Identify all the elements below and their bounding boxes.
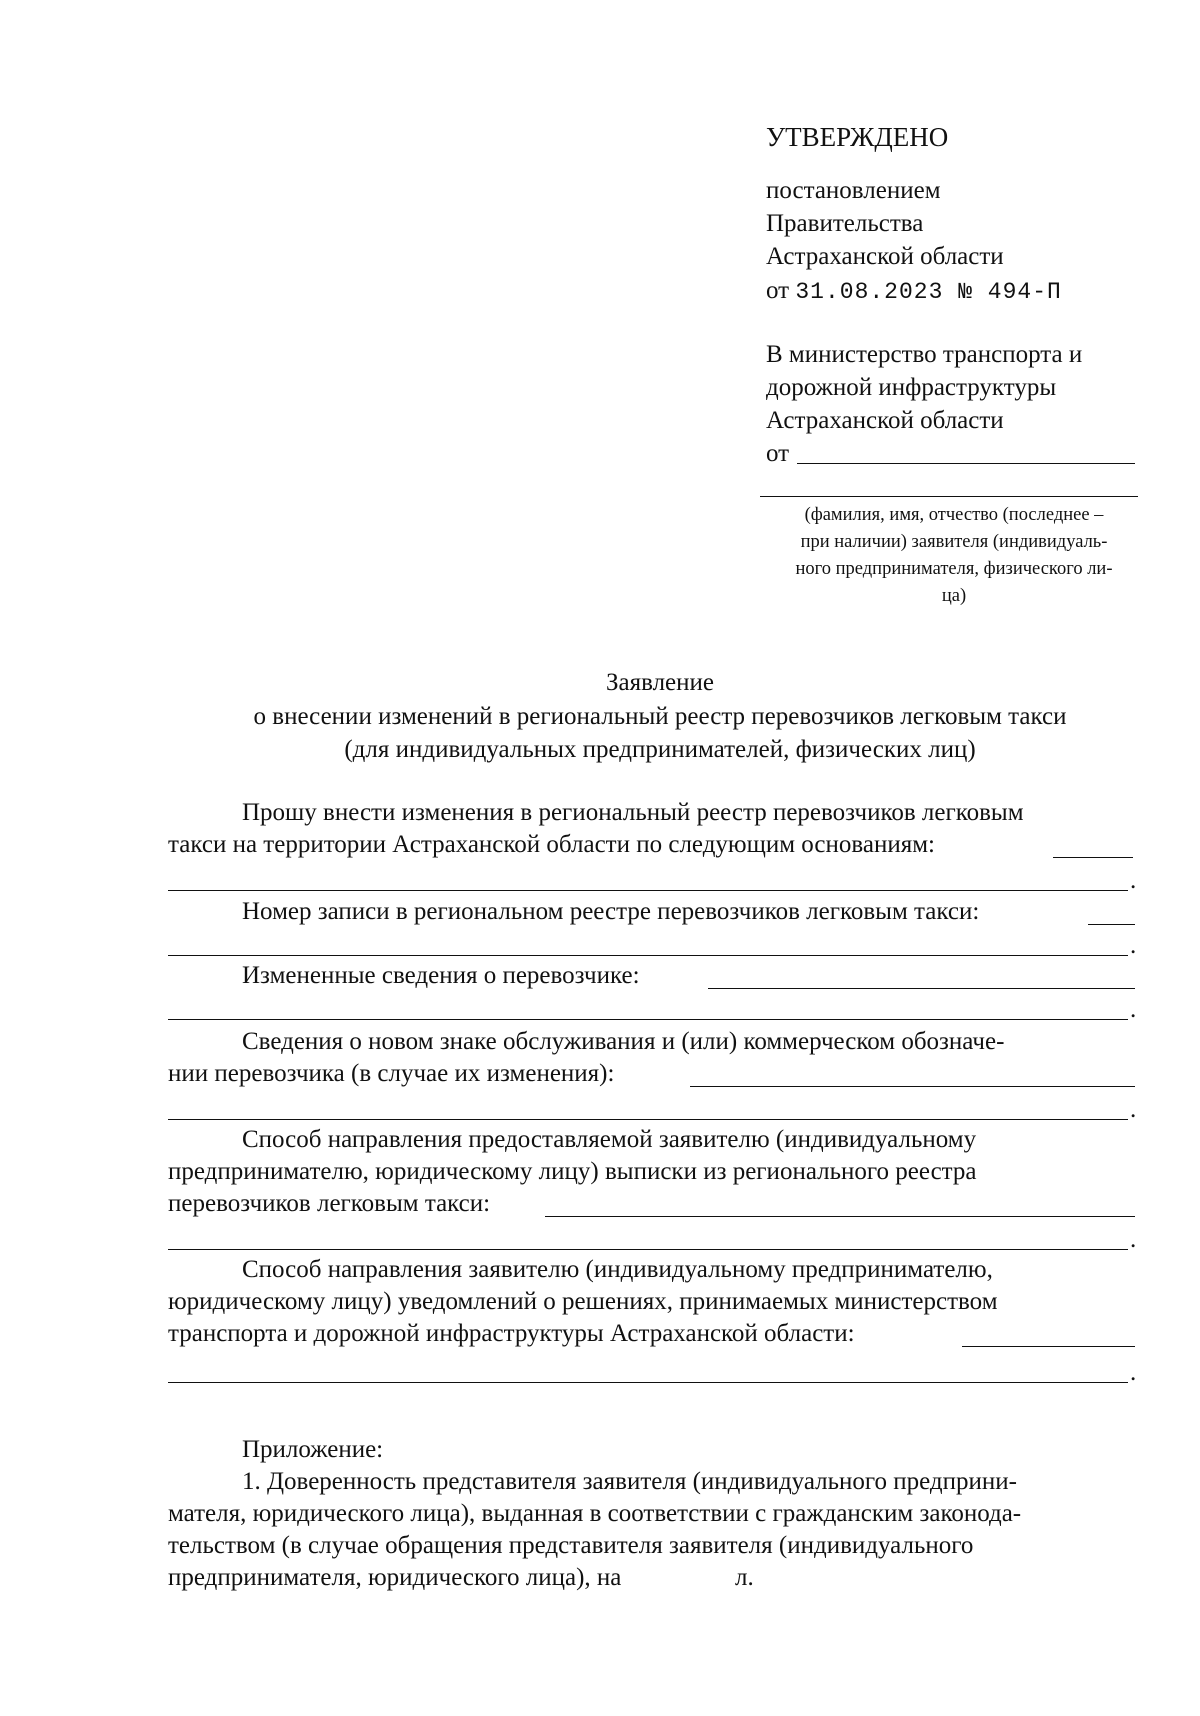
addressee-line-3: Астраханской области xyxy=(766,407,1004,434)
approval-date-number: 31.08.2023 № 494-П xyxy=(795,279,1062,305)
p6-field[interactable] xyxy=(168,1382,1128,1383)
attachment-item-1-suffix: л. xyxy=(735,1564,754,1591)
p5-line-1: Способ направления предоставляемой заявителю (индивидуальному xyxy=(242,1126,977,1153)
p5-field-inline[interactable] xyxy=(545,1216,1135,1217)
p5-field[interactable] xyxy=(168,1249,1128,1250)
attachment-item-1-line-2: мателя, юридического лица), выданная в соответствии с гражданским законода- xyxy=(168,1500,1022,1527)
caption-line-1: (фамилия, имя, отчество (последнее – xyxy=(804,505,1104,525)
addressee-caption xyxy=(760,502,1148,610)
caption-line-3: ного предпринимателя, физического ли- xyxy=(795,559,1113,579)
p3-period: . xyxy=(1130,996,1137,1023)
attachment-item-1-line-3: тельством (в случае обращения представителя заявителя (индивидуального xyxy=(168,1532,974,1559)
p1-field-inline[interactable] xyxy=(1053,857,1133,858)
approval-date-prefix: от xyxy=(766,277,790,304)
document-title: Заявление xyxy=(605,669,715,696)
approval-line-1: постановлением xyxy=(766,177,941,204)
attachment-item-1-line-1: 1. Доверенность представителя заявителя (индивидуального предприни- xyxy=(242,1468,1017,1495)
p2-field[interactable] xyxy=(168,955,1128,956)
p6-period: . xyxy=(1130,1359,1137,1386)
addressee-line-2: дорожной инфраструктуры xyxy=(766,374,1057,401)
approval-line-3: Астраханской области xyxy=(766,243,1004,270)
attachment-heading: Приложение: xyxy=(242,1436,384,1463)
p6-field-inline[interactable] xyxy=(962,1346,1135,1347)
addressee-name-field[interactable] xyxy=(797,463,1135,464)
addressee-line-1: В министерство транспорта и xyxy=(766,341,1083,368)
p3-field-inline[interactable] xyxy=(708,988,1135,989)
addressee-name-field-2[interactable] xyxy=(760,496,1138,497)
approval-date-line xyxy=(766,274,1062,309)
p4-field[interactable] xyxy=(168,1119,1128,1120)
p4-period: . xyxy=(1130,1096,1137,1123)
p3-field[interactable] xyxy=(168,1019,1128,1020)
p2-period: . xyxy=(1130,932,1137,959)
p4-line-1: Сведения о новом знаке обслуживания и (или) коммерческом обозначе- xyxy=(242,1028,1005,1055)
p2-text: Номер записи в региональном реестре перевозчиков легковым такси: xyxy=(242,898,980,925)
p3-text: Измененные сведения о перевозчике: xyxy=(242,962,640,989)
document-subtitle: о внесении изменений в региональный реестр перевозчиков легковым такси xyxy=(253,703,1067,730)
p1-line-2: такси на территории Астраханской области по следующим основаниям: xyxy=(168,831,935,858)
attachment-item-1-line-4: предпринимателя, юридического лица), на xyxy=(168,1564,622,1591)
p4-field-inline[interactable] xyxy=(690,1086,1135,1087)
p5-line-2: предпринимателю, юридическому лицу) выписки из регионального реестра xyxy=(168,1158,977,1185)
addressee-from-label: от xyxy=(766,440,790,467)
p6-line-1: Способ направления заявителю (индивидуальному предпринимателю, xyxy=(242,1256,993,1283)
p1-period: . xyxy=(1130,867,1137,894)
p1-line-1: Прошу внести изменения в региональный реестр перевозчиков легковым xyxy=(242,799,1024,826)
document-subtitle-2: (для индивидуальных предпринимателей, физических лиц) xyxy=(344,736,976,763)
approval-line-2: Правительства xyxy=(766,210,924,237)
p1-field[interactable] xyxy=(168,890,1128,891)
p6-line-2: юридическому лицу) уведомлений о решениях, принимаемых министерством xyxy=(168,1288,998,1315)
caption-line-2: при наличии) заявителя (индивидуаль- xyxy=(800,532,1108,552)
p6-line-3: транспорта и дорожной инфраструктуры Астраханской области: xyxy=(168,1320,855,1347)
p2-field-inline[interactable] xyxy=(1088,924,1135,925)
p5-line-3: перевозчиков легковым такси: xyxy=(168,1190,491,1217)
p4-line-2: нии перевозчика (в случае их изменения): xyxy=(168,1060,615,1087)
approval-heading: УТВЕРЖДЕНО xyxy=(766,122,949,152)
caption-line-4: ца) xyxy=(941,586,967,606)
p5-period: . xyxy=(1130,1226,1137,1253)
